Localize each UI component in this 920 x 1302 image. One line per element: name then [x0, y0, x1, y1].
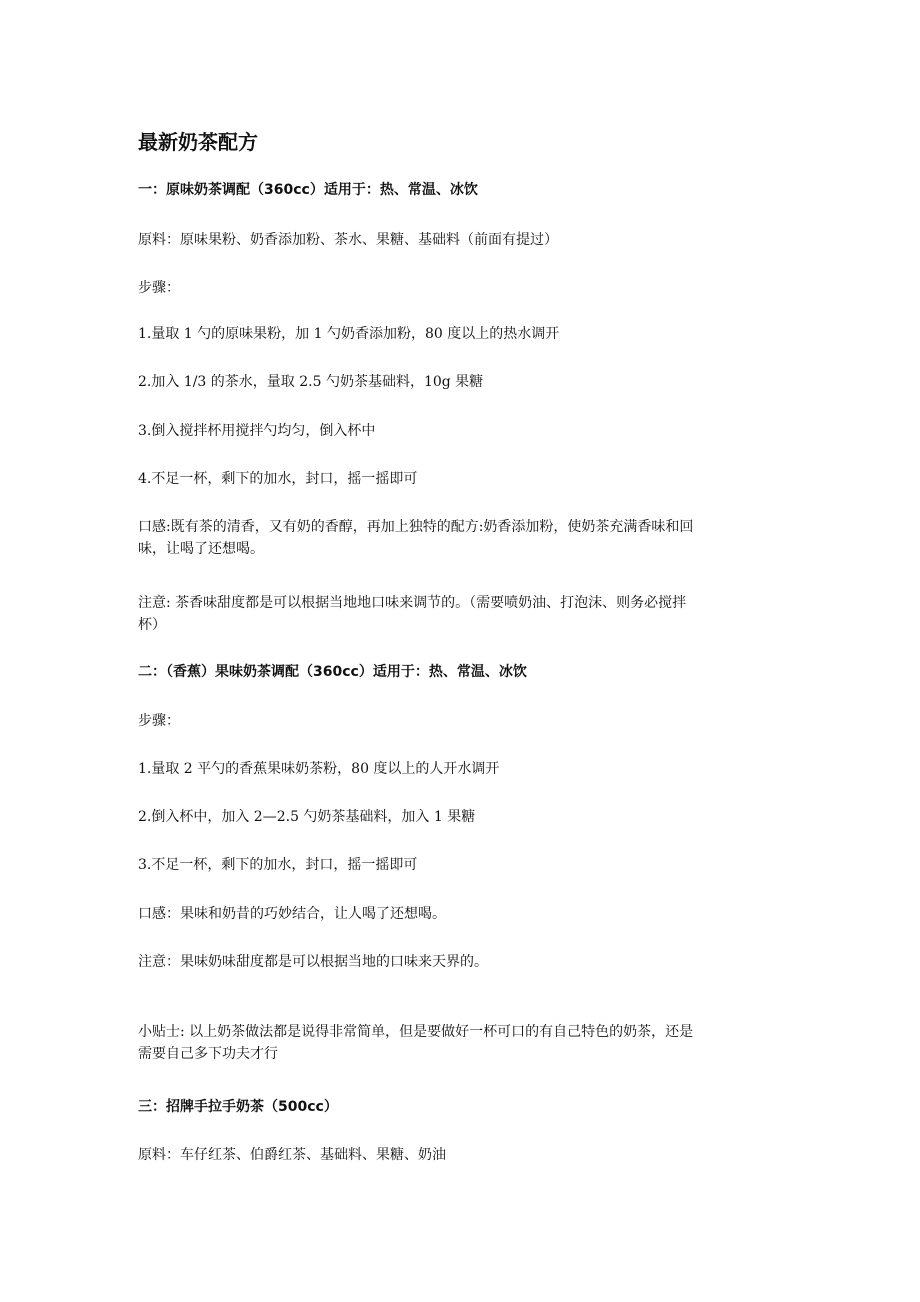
- section-1-note-line-2: 杯）: [138, 617, 166, 633]
- section-1-step-2: 2.加入 1/3 的茶水，量取 2.5 勺奶茶基础料，10g 果糖: [138, 374, 484, 390]
- tip-line-2: 需要自己多下功夫才行: [138, 1046, 278, 1062]
- section-1-taste-line-1: 口感:既有茶的清香，又有奶的香醇，再加上独特的配方:奶香添加粉，使奶茶充满香味和回: [138, 519, 694, 535]
- section-3-ingredients: 原料：车仔红茶、伯爵红茶、基础料、果糖、奶油: [138, 1147, 446, 1163]
- section-2-steps-label: 步骤：: [138, 713, 180, 729]
- section-1-heading: 一：原味奶茶调配（360cc）适用于：热、常温、冰饮: [138, 182, 478, 198]
- section-2-taste: 口感：果味和奶昔的巧妙结合，让人喝了还想喝。: [138, 906, 446, 922]
- section-2-step-3: 3.不足一杯，剩下的加水，封口，摇一摇即可: [138, 857, 418, 873]
- section-2-heading: 二：（香蕉）果味奶茶调配（360cc）适用于：热、常温、冰饮: [138, 664, 527, 680]
- section-1-step-4: 4.不足一杯，剩下的加水，封口，摇一摇即可: [138, 471, 418, 487]
- tip-line-1: 小贴士: 以上奶茶做法都是说得非常简单，但是要做好一杯可口的有自己特色的奶茶，还是: [138, 1024, 694, 1040]
- document-title: 最新奶茶配方: [138, 130, 258, 154]
- section-1-taste-line-2: 味，让喝了还想喝。: [138, 541, 264, 557]
- section-1-taste: [138, 516, 788, 560]
- section-3-heading: 三：招牌手拉手奶茶（500cc）: [138, 1099, 338, 1115]
- section-1-step-1: 1.量取 1 勺的原味果粉，加 1 勺奶香添加粉，80 度以上的热水调开: [138, 326, 560, 342]
- section-1-note: [138, 592, 788, 636]
- section-2-step-2: 2.倒入杯中，加入 2—2.5 勺奶茶基础料，加入 1 果糖: [138, 809, 476, 825]
- section-1-step-3: 3.倒入搅拌杯用搅拌勺均匀，倒入杯中: [138, 423, 376, 439]
- section-2-note: 注意：果味奶味甜度都是可以根据当地的口味来天界的。: [138, 954, 488, 970]
- section-1-steps-label: 步骤：: [138, 280, 180, 296]
- section-1-note-line-1: 注意: 茶香味甜度都是可以根据当地地口味来调节的。（需要喷奶油、打泡沫、则务必搅拌: [138, 595, 687, 611]
- section-2-step-1: 1.量取 2 平勺的香蕉果味奶茶粉，80 度以上的人开水调开: [138, 761, 500, 777]
- section-1-ingredients: 原料：原味果粉、奶香添加粉、茶水、果糖、基础料（前面有提过）: [138, 232, 558, 248]
- tip-paragraph: [138, 1021, 788, 1065]
